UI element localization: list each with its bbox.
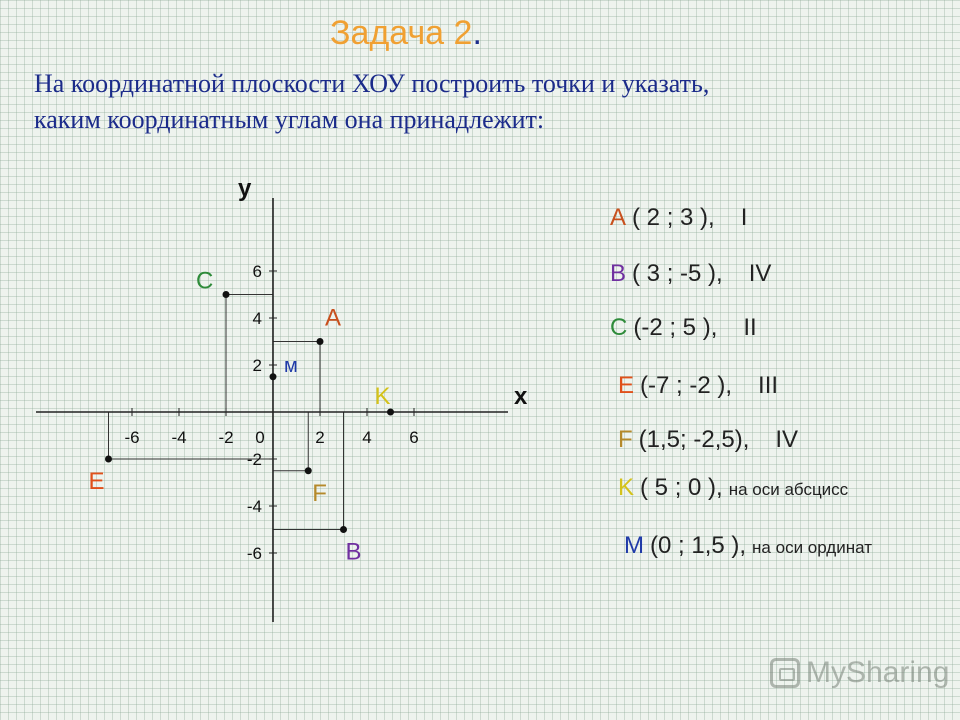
answer-coords: ( 5 ; 0 ), (640, 474, 723, 501)
presentation-icon (770, 658, 800, 688)
answer-quadrant: I (740, 204, 748, 231)
x-tick-label: 4 (362, 428, 372, 447)
answer-note: на оси ординат (752, 538, 872, 557)
point-A-dot (317, 338, 324, 345)
answer-quadrant: III (758, 372, 779, 399)
answer-coords: (1,5; -2,5), (638, 426, 750, 453)
axes (36, 175, 528, 622)
answer-row (610, 314, 757, 342)
answer-note: на оси абсцисс (728, 480, 849, 499)
answer-letter: A (610, 204, 627, 231)
point-C-dot (223, 291, 230, 298)
point-B-dot (340, 526, 347, 533)
point-F-label: F (312, 479, 327, 507)
answer-letter: B (610, 260, 627, 287)
x-tick-label: -6 (124, 428, 140, 447)
point-A-label: A (325, 304, 342, 332)
answer-quadrant: IV (775, 426, 799, 453)
answer-coords: (0 ; 1,5 ), (650, 532, 747, 559)
point-м-label: м (284, 354, 298, 377)
task-line-2: каким координатным углам она принадлежит: (34, 105, 545, 134)
y-tick-label: 4 (252, 309, 262, 328)
y-tick-label: 6 (252, 262, 262, 281)
answer-letter: F (618, 426, 633, 453)
answer-coords: ( 3 ; -5 ), (632, 260, 723, 287)
answer-coords: ( 2 ; 3 ), (632, 204, 715, 231)
answer-coords: (-7 ; -2 ), (640, 372, 733, 399)
answer-row (618, 426, 798, 454)
x-tick-label: 6 (409, 428, 419, 447)
x-tick-label: 2 (315, 428, 325, 447)
answer-letter: K (618, 474, 635, 501)
y-tick-label: -4 (246, 497, 262, 516)
answer-letter: E (618, 372, 635, 399)
title-dot: . (472, 14, 482, 52)
answer-quadrant: II (743, 314, 757, 341)
y-tick-label: 2 (252, 356, 262, 375)
x-axis-label: x (514, 383, 528, 410)
x-tick-label: -4 (171, 428, 187, 447)
answer-quadrant: IV (748, 260, 772, 287)
task-line-1: На координатной плоскости ХОУ построить точки и указать, (34, 69, 710, 98)
answer-row (618, 372, 778, 400)
answer-letter: M (624, 532, 644, 559)
y-tick-label: -6 (246, 544, 262, 563)
point-B-label: B (345, 538, 362, 566)
answer-row (610, 204, 747, 232)
origin-label: 0 (255, 428, 265, 447)
answer-row (618, 474, 848, 502)
answer-row (624, 532, 872, 560)
answer-row (610, 260, 771, 288)
y-tick-label: -2 (246, 450, 262, 469)
point-C-label: C (196, 267, 214, 295)
points (89, 268, 395, 566)
logo-text: MySharing (806, 656, 950, 689)
mysharing-logo (770, 656, 949, 690)
point-F-dot (305, 467, 312, 474)
point-E-dot (105, 456, 112, 463)
point-м-dot (270, 373, 277, 380)
y-axis-label: y (238, 175, 252, 202)
point-K-label: K (374, 383, 391, 410)
x-tick-label: -2 (218, 428, 234, 447)
answer-letter: C (610, 314, 628, 341)
title-text: Задача 2 (330, 14, 473, 52)
answer-coords: (-2 ; 5 ), (633, 314, 718, 341)
point-E-label: E (88, 468, 105, 495)
